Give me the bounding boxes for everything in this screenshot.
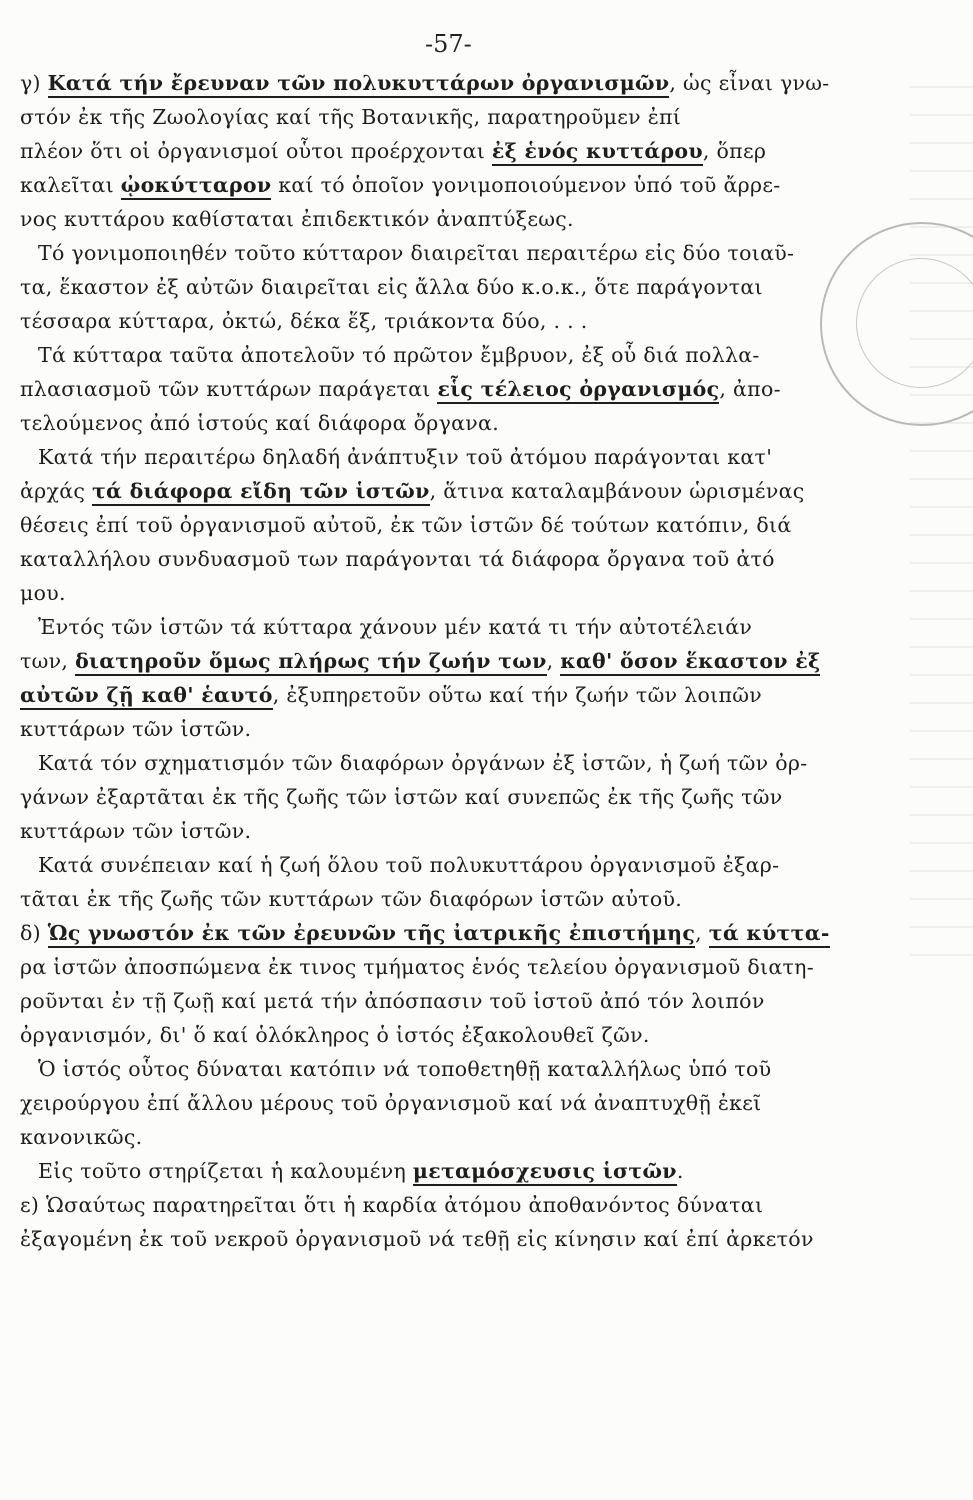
underlined-phrase: τά διάφορα εἴδη τῶν ἱστῶν bbox=[92, 479, 430, 506]
text-segment: καταλλήλου συνδυασμοῦ των παράγονται τά διάφορα ὄργανα τοῦ ἀτό bbox=[20, 547, 775, 571]
text-line bbox=[20, 100, 905, 134]
text-line bbox=[20, 610, 905, 644]
text-line bbox=[20, 542, 905, 576]
underlined-phrase: διατηροῦν ὅμως πλήρως τήν ζωήν των bbox=[75, 649, 547, 676]
text-line bbox=[20, 916, 905, 950]
text-line bbox=[20, 1154, 905, 1188]
text-line bbox=[20, 814, 905, 848]
text-segment: θέσεις ἐπί τοῦ ὀργανισμοῦ αὐτοῦ, ἐκ τῶν ἱστῶν δέ τούτων κατόπιν, διά bbox=[20, 513, 792, 537]
text-line bbox=[20, 712, 905, 746]
text-segment: Κατά τόν σχηματισμόν τῶν διαφόρων ὀργάνων ἐξ ἱστῶν, ἡ ζωή τῶν ὀρ- bbox=[38, 751, 808, 775]
underlined-phrase: μεταμόσχευσις ἱστῶν bbox=[413, 1159, 677, 1186]
page-number: -57- bbox=[425, 30, 472, 58]
text-segment: ρα ἱστῶν ἀποσπώμενα ἐκ τινος τμήματος ἑνός τελείου ὀργανισμοῦ διατη- bbox=[20, 955, 814, 979]
text-line bbox=[20, 678, 905, 712]
text-line bbox=[20, 1120, 905, 1154]
text-segment: πλέον ὅτι οἱ ὀργανισμοί οὗτοι προέρχονται bbox=[20, 139, 492, 163]
text-segment: κανονικῶς. bbox=[20, 1125, 143, 1149]
underlined-phrase: Ὡς γνωστόν ἐκ τῶν ἐρευνῶν τῆς ἰατρικῆς ἐπιστήμης bbox=[48, 921, 695, 948]
text-segment: καί τό ὁποῖον γονιμοποιούμενον ὑπό τοῦ ἄρρε- bbox=[271, 173, 781, 197]
text-line bbox=[20, 644, 905, 678]
text-segment: ροῦνται ἐν τῇ ζωῇ καί μετά τήν ἀπόσπασιν τοῦ ἱστοῦ ἀπό τόν λοιπόν bbox=[20, 989, 765, 1013]
text-segment: τᾶται ἐκ τῆς ζωῆς τῶν κυττάρων τῶν διαφόρων ἱστῶν αὐτοῦ. bbox=[20, 887, 683, 911]
text-segment: Εἰς τοῦτο στηρίζεται ἡ καλουμένη bbox=[38, 1159, 413, 1183]
text-segment: , ἐξυπηρετοῦν οὕτω καί τήν ζωήν τῶν λοιπῶν bbox=[272, 683, 762, 707]
text-line bbox=[20, 202, 905, 236]
text-segment: , ὡς εἶναι γνω- bbox=[669, 71, 830, 95]
text-line bbox=[20, 848, 905, 882]
underlined-phrase: εἷς τέλειος ὀργανισμός bbox=[437, 377, 719, 404]
text-segment: , ὅπερ bbox=[702, 139, 767, 163]
text-segment: καλεῖται bbox=[20, 173, 121, 197]
underlined-phrase: Κατά τήν ἔρευναν τῶν πολυκυττάρων ὀργανισμῶν bbox=[48, 71, 670, 98]
text-segment: τελούμενος ἀπό ἱστούς καί διάφορα ὄργανα. bbox=[20, 411, 500, 435]
text-segment: κυττάρων τῶν ἱστῶν. bbox=[20, 819, 252, 843]
text-segment: , bbox=[546, 649, 561, 673]
text-line bbox=[20, 576, 905, 610]
text-segment: Τά κύτταρα ταῦτα ἀποτελοῦν τό πρῶτον ἔμβρυον, ἐξ οὗ διά πολλα- bbox=[38, 343, 760, 367]
text-line bbox=[20, 168, 905, 202]
text-line bbox=[20, 780, 905, 814]
text-line bbox=[20, 236, 905, 270]
underlined-phrase: ᾠοκύτταρον bbox=[121, 173, 272, 200]
text-segment: τα, ἕκαστον ἐξ αὐτῶν διαιρεῖται εἰς ἄλλα δύο κ.ο.κ., ὅτε παράγονται bbox=[20, 275, 763, 299]
text-line bbox=[20, 1018, 905, 1052]
text-line bbox=[20, 440, 905, 474]
text-line bbox=[20, 304, 905, 338]
underlined-phrase: τά κύττα- bbox=[709, 921, 830, 948]
text-line bbox=[20, 950, 905, 984]
text-segment: Κατά συνέπειαν καί ἡ ζωή ὅλου τοῦ πολυκυττάρου ὀργανισμοῦ ἐξαρ- bbox=[38, 853, 780, 877]
text-segment: Τό γονιμοποιηθέν τοῦτο κύτταρον διαιρεῖται περαιτέρω εἰς δύο τοιαῦ- bbox=[38, 241, 795, 265]
text-segment: , ἅτινα καταλαμβάνουν ὡρισμένας bbox=[429, 479, 805, 503]
text-segment: γ) bbox=[20, 71, 48, 95]
text-line bbox=[20, 1086, 905, 1120]
text-segment: ἐξαγομένη ἐκ τοῦ νεκροῦ ὀργανισμοῦ νά τεθῇ εἰς κίνησιν καί ἐπί ἀρκετόν bbox=[20, 1227, 814, 1251]
underlined-phrase: αὐτῶν ζῇ καθ' ἑαυτό bbox=[20, 683, 273, 710]
text-segment: ε) Ὡσαύτως παρατηρεῖται ὅτι ἡ καρδία ἀτόμου ἀποθανόντος δύναται bbox=[20, 1193, 764, 1217]
text-line bbox=[20, 66, 905, 100]
text-line bbox=[20, 1052, 905, 1086]
text-line bbox=[20, 1222, 905, 1256]
text-line bbox=[20, 746, 905, 780]
text-segment: χειρούργου ἐπί ἄλλου μέρους τοῦ ὀργανισμοῦ καί νά ἀναπτυχθῇ ἐκεῖ bbox=[20, 1091, 762, 1115]
text-line bbox=[20, 270, 905, 304]
text-segment: μου. bbox=[20, 581, 66, 605]
text-segment: κυττάρων τῶν ἱστῶν. bbox=[20, 717, 252, 741]
underlined-phrase: ἐξ ἑνός κυττάρου bbox=[492, 139, 703, 166]
text-segment: ἀρχάς bbox=[20, 479, 92, 503]
text-segment: γάνων ἐξαρτᾶται ἐκ τῆς ζωῆς τῶν ἱστῶν καί συνεπῶς ἐκ τῆς ζωῆς τῶν bbox=[20, 785, 783, 809]
text-line bbox=[20, 882, 905, 916]
handwritten-text-block bbox=[20, 66, 905, 1256]
text-segment: Κατά τήν περαιτέρω δηλαδή ἀνάπτυξιν τοῦ ἀτόμου παράγονται κατ' bbox=[38, 445, 773, 469]
text-segment: Ὁ ἱστός οὗτος δύναται κατόπιν νά τοποθετηθῇ καταλλήλως ὑπό τοῦ bbox=[38, 1057, 772, 1081]
text-segment: δ) bbox=[20, 921, 48, 945]
text-line bbox=[20, 474, 905, 508]
text-segment: ὀργανισμόν, δι' ὅ καί ὁλόκληρος ὁ ἱστός ἐξακολουθεῖ ζῶν. bbox=[20, 1023, 650, 1047]
text-line bbox=[20, 338, 905, 372]
text-line bbox=[20, 134, 905, 168]
text-segment: τέσσαρα κύτταρα, ὀκτώ, δέκα ἕξ, τριάκοντα δύο, . . . bbox=[20, 309, 588, 333]
underlined-phrase: καθ' ὅσον ἕκαστον ἐξ bbox=[560, 649, 820, 676]
text-segment: , bbox=[695, 921, 709, 945]
text-line bbox=[20, 372, 905, 406]
text-segment: , ἀπο- bbox=[719, 377, 781, 401]
text-line bbox=[20, 1188, 905, 1222]
text-line bbox=[20, 508, 905, 542]
text-segment: πλασιασμοῦ τῶν κυττάρων παράγεται bbox=[20, 377, 438, 401]
text-segment: στόν ἐκ τῆς Ζωολογίας καί τῆς Βοτανικῆς, παρατηροῦμεν ἐπί bbox=[20, 105, 682, 129]
text-segment: Ἐντός τῶν ἱστῶν τά κύτταρα χάνουν μέν κατά τι τήν αὐτοτέλειάν bbox=[38, 615, 753, 639]
text-line bbox=[20, 984, 905, 1018]
text-segment: νος κυττάρου καθίσταται ἐπιδεκτικόν ἀναπτύξεως. bbox=[20, 207, 574, 231]
bleed-through-marks bbox=[910, 60, 973, 960]
text-line bbox=[20, 406, 905, 440]
text-segment: των, bbox=[20, 649, 76, 673]
text-segment: . bbox=[676, 1159, 684, 1183]
